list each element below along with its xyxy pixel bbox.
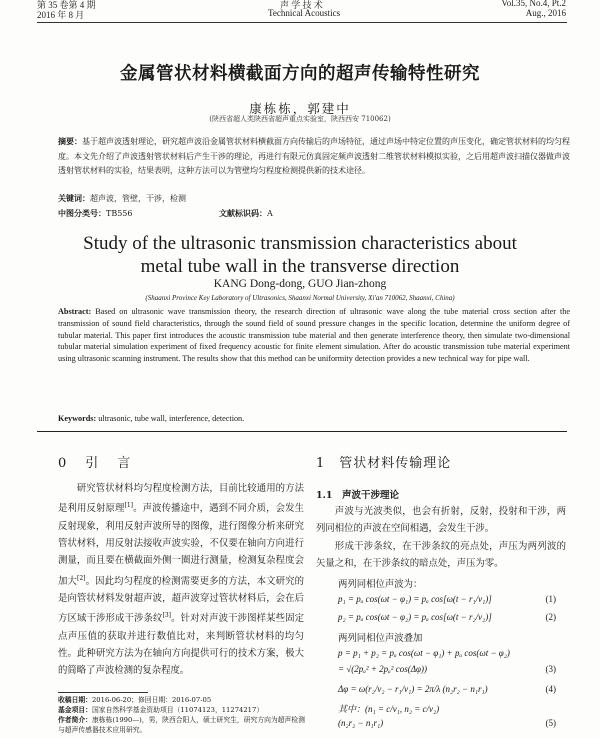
received-value: 2016-06-20；修回日期：2016-07-05 — [91, 696, 212, 704]
header-rule — [37, 22, 567, 23]
affiliation-cn: (陕西省超人类陕西省超声重点实验室，陕西西安 710062) — [209, 115, 391, 123]
equation-1 — [338, 594, 568, 604]
abstract-cn-text: 基于超声波透射理论，研究超声波沿金属管状材料横截面方向传输后的声场特征，通过声场中特定位置的声压变化，确定管状材料的均匀程度。本文先介绍了声波透射管状材料后产生干涉的理论，再进行有限元仿真固定频声波透射二维管状材料模拟实验，之后用超声波扫描仪器做声波透射管状材料的实验，结果表明，这种方法可以为管壁均匀程度检测提供新的技术途径。 — [58, 137, 570, 175]
section-1-paragraph: 声波与光波类似，也会有折射，反射，投射和干涉，两列同相位的声波在空间相遇，会发生干涉。 — [316, 506, 566, 535]
citation: [2] — [77, 574, 86, 582]
keywords-en-text: ultrasonic, tube wall, interference, detection. — [98, 414, 245, 423]
affiliation-en: (Shaanxi Province Key Laboratory of Ultrasonics, Shaanxi Normal University, Xi'an 710062, Shaanxi, China) — [145, 294, 455, 302]
equation-3a-text: p = p₁ + p₂ = pₐ cos(ωt − φ₁) + pₐ cos(ωt − φ₂) — [338, 648, 510, 658]
clc-value: TB556 — [106, 209, 133, 218]
abstract-en-text: Based on ultrasonic wave transmission theory, the research direction of ultrasonic wave along the tube material cross section after the transmission of sound field characteristics, through the sound field of sound pressure changes in the specific location, determine the uniform degree of tubular material. This paper first introduces the acoustic transmission tube material and then generate interference theory, then simulate two-dimensional tubular material simulation experiment of fixed frequency acoustic for finite element simulation. After do acoustic transmission tube material experiment using ultrasonic scanning instrument. The results show that this method can be uniformity detection provides a new technical way for pipe wall. — [58, 307, 571, 364]
para-part: 。因此均匀程度的检测需要更多的方法，本文研究的是向管状材料发射超声波，超声波穿过管状材料后，会在后方区域干涉形成干涉条纹 — [58, 575, 304, 625]
header-date-en: Aug., 2016 — [525, 8, 566, 18]
section-0-body — [58, 480, 304, 680]
equation-label-1: 两列同相位声波为： — [338, 579, 423, 590]
authors-cn: 康栋栋，郭建中 — [249, 101, 351, 116]
equation-5-number: (5) — [545, 718, 556, 728]
keywords-cn-label: 关键词： — [58, 193, 90, 203]
subsection-1-1-heading: 1.1 声波干涉理论 — [316, 490, 400, 501]
equation-5b — [338, 718, 568, 728]
header-journal-cn: 声 学 技 术 — [280, 0, 323, 10]
section-1-heading: 1 管状材料传输理论 — [316, 456, 452, 471]
citation: [1] — [124, 502, 133, 510]
running-header — [0, 0, 600, 22]
equation-5b-text: (n₂r₂ − n₁r₁) — [338, 718, 384, 728]
section-1-paragraph: 形成干涉条纹，在干涉条纹的亮点处，声压为两列波的矢量之和，在干涉条纹的暗点处，声压为零。 — [316, 540, 566, 569]
equation-2-text: p₂ = pₐ cos(ωt − φ₂) = pₐ cos[ω(t − r₂/v₂)] — [338, 612, 492, 622]
para-part: 。声波传播途中，遇到不同介质，会发生反射现象，利用反射声波所导的图像，进行图像分析来研究管状材料，用反射法接收声波实验，不仅要在轴向方向进行测量，而且要在横截面外侧一圈进行测量，检测复杂程度会加大 — [58, 503, 304, 587]
section-1-body — [316, 503, 566, 572]
equation-3b — [338, 664, 568, 674]
abstract-en — [58, 306, 570, 365]
keywords-en-label: Keywords: — [58, 414, 97, 423]
abstract-cn — [58, 134, 570, 179]
author-label: 作者简介： — [58, 716, 92, 724]
abstract-en-label: Abstract: — [58, 307, 92, 316]
equation-5a-text: 其中：(n₁ = c/v₁, n₂ = c/v₂) — [338, 704, 440, 714]
classification-cn — [58, 208, 570, 219]
keywords-cn — [58, 193, 570, 204]
equation-1-text: p₁ = pₐ cos(ωt − φ₁) = pₐ cos[ω(t − r₁/v₁)] — [338, 594, 492, 604]
keywords-cn-text: 超声波，管壁，干涉，检测 — [90, 194, 186, 203]
para-part: 。针对对声波干涉图样某些固定点声压值的获取并进行数值比对，来判断管状材料的均匀性。此种研究方法为在轴向方向提供可行的技术方案，极大的简略了声波检测的复杂程度。 — [58, 613, 304, 677]
received-label: 收稿日期： — [58, 696, 92, 704]
fund-label: 基金项目： — [58, 706, 92, 714]
equation-4-number: (4) — [545, 684, 556, 694]
equation-3-number: (3) — [545, 664, 556, 674]
header-journal-en: Technical Acoustics — [268, 8, 341, 18]
header-volume: 第 35 卷第 4 期 — [37, 0, 96, 10]
para-part: 研究管状材料均匀程度检测方法，目前比较通用的方法是利用反射原理 — [58, 483, 304, 515]
abstract-cn-label: 摘要： — [58, 136, 82, 146]
section-0-heading: 0 引 言 — [58, 456, 134, 471]
clc-label: 中图分类号： — [58, 208, 106, 218]
footnote-rule — [58, 692, 148, 693]
footnote-fund — [58, 706, 308, 716]
equation-label-2: 两列同相位声波叠加 — [338, 633, 423, 644]
equation-3a — [338, 648, 568, 658]
paper-title-en: Study of the ultrasonic transmission characteristics about metal tube wall in the transverse direction — [83, 233, 517, 277]
equation-5a — [338, 702, 568, 715]
header-volume-en: Vol.35, No.4, Pt.2 — [501, 0, 566, 8]
equation-2-number: (2) — [545, 612, 556, 622]
doc-code-label: 文献标识码： — [219, 208, 267, 218]
equation-3b-text: = √(2pₐ² + 2pₐ² cos(Δφ)) — [338, 664, 427, 674]
equation-4 — [338, 684, 568, 694]
footnote-author — [58, 716, 308, 735]
doc-code-value: A — [267, 209, 273, 218]
fund-value: 国家自然科学基金资助项目（11074123，11274217） — [91, 706, 264, 714]
keywords-en — [58, 414, 570, 423]
author-value: 康栋栋(1990—)，男，陕西合阳人，硕士研究生，研究方向为超声检测与超声传感器技术应用研究。 — [58, 716, 305, 734]
citation: [3] — [162, 612, 171, 620]
footnote-received — [58, 696, 308, 706]
section-0-paragraph — [58, 480, 304, 680]
section-divider — [37, 431, 567, 432]
paper-title-cn: 金属管状材料横截面方向的超声传输特性研究 — [120, 64, 480, 84]
equation-1-number: (1) — [545, 594, 556, 604]
equation-4-text: Δφ = ω(r₂/v₂ − r₁/v₁) = 2π/λ (n₂r₂ − n₁r₁) — [338, 684, 488, 694]
header-date: 2016 年 8 月 — [37, 10, 85, 20]
authors-en: KANG Dong-dong, GUO Jian-zhong — [213, 278, 387, 290]
equation-2 — [338, 612, 568, 622]
